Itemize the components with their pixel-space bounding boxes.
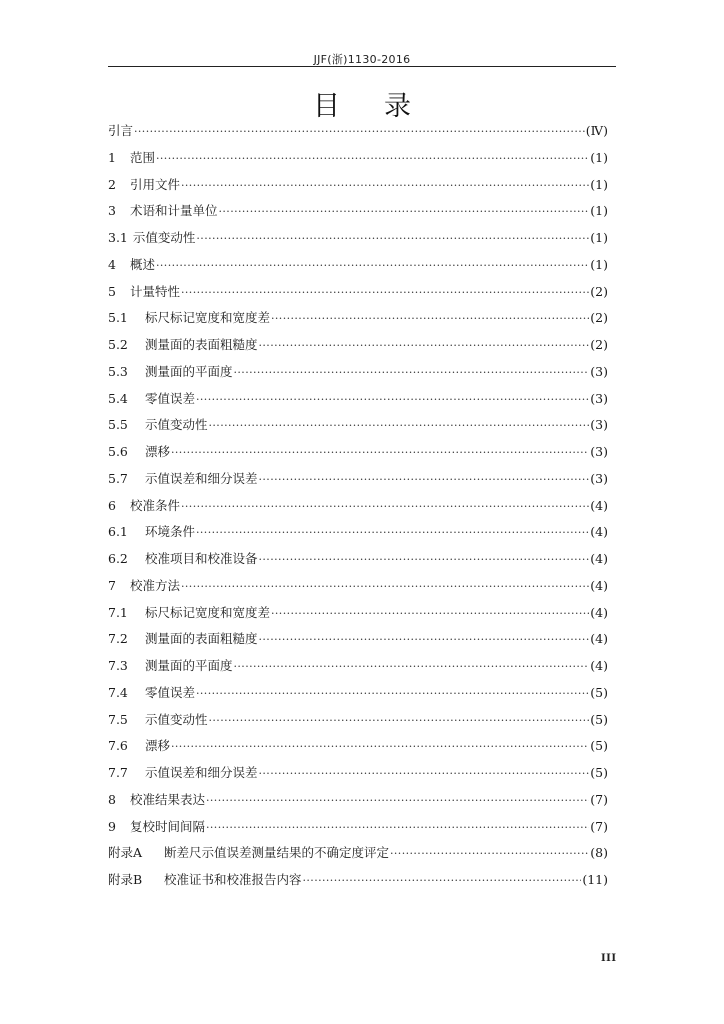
toc-entry-number: 5 [108, 283, 116, 299]
toc-entry[interactable] [108, 305, 608, 332]
toc-entry[interactable] [108, 814, 608, 841]
toc-entry-title: 示值误差和细分误差 [145, 765, 258, 780]
toc-entry-page: (4) [590, 658, 608, 673]
toc-entry-title: 校准证书和校准报告内容 [164, 872, 302, 887]
toc-entry[interactable] [108, 519, 608, 546]
toc-leader-dots [181, 494, 589, 521]
toc-entry[interactable] [108, 439, 608, 466]
toc-entry-page: (4) [590, 604, 608, 620]
toc-entry[interactable] [108, 653, 608, 680]
toc-entry-title: 零值误差 [145, 390, 196, 406]
toc-entry-page: (7) [590, 818, 608, 834]
toc-entry[interactable] [108, 626, 608, 653]
toc-leader-dots [181, 173, 589, 200]
toc-entry[interactable] [108, 412, 608, 439]
toc-entry-title: 环境条件 [145, 524, 196, 540]
toc-title: 目录 [313, 91, 455, 122]
toc-entry-page: (4) [590, 524, 608, 540]
toc-entry-number: 7.1 [108, 604, 128, 620]
toc-entry-page: (4) [590, 497, 608, 513]
toc-entry-title: 计量特性 [130, 283, 181, 299]
toc-entry[interactable] [108, 867, 608, 894]
toc-entry-number: 9 [108, 818, 116, 834]
toc-entry[interactable] [108, 600, 608, 627]
toc-entry-number: 3 [108, 203, 116, 219]
toc-entry-number: 5.2 [108, 337, 128, 352]
toc-entry[interactable] [108, 546, 608, 573]
toc-leader-dots [271, 601, 589, 628]
toc-entry-page: (4) [590, 631, 608, 647]
toc-leader-dots [181, 574, 589, 601]
toc-entry[interactable] [108, 573, 608, 600]
toc-entry[interactable] [108, 252, 608, 279]
toc-leader-dots [196, 387, 589, 414]
toc-leader-dots [259, 333, 590, 360]
toc-leader-dots [209, 708, 590, 735]
toc-entry[interactable] [108, 198, 608, 225]
toc-entry-title: 术语和计量单位 [130, 203, 218, 219]
toc-entry-number: 5.7 [108, 470, 128, 486]
toc-entry-page: (2) [590, 283, 608, 299]
header-rule [108, 66, 616, 67]
toc-entry-page: (5) [590, 738, 608, 754]
toc-entry-number: 附录A [108, 845, 143, 861]
toc-entry-number: 7.4 [108, 684, 128, 700]
toc-leader-dots [234, 654, 590, 681]
toc-leader-dots [234, 360, 590, 387]
toc-entry-number: 5.3 [108, 363, 128, 379]
toc-entry-page: (2) [590, 310, 608, 326]
toc-leader-dots [271, 306, 589, 333]
toc-entry[interactable] [108, 279, 608, 306]
toc-entry-title: 漂移 [145, 444, 171, 459]
toc-leader-dots [181, 280, 589, 307]
toc-leader-dots [259, 547, 590, 574]
toc-entry-number: 8 [108, 791, 116, 807]
toc-leader-dots [259, 761, 590, 788]
toc-leader-dots [196, 520, 589, 547]
toc-entry-page: (7) [590, 791, 608, 807]
toc-entry-number: 5.4 [108, 390, 128, 406]
toc-entry-number: 7.2 [108, 631, 128, 647]
toc-entry-title: 示值变动性 [132, 230, 196, 245]
toc-leader-dots [206, 815, 589, 842]
toc-entry-page: (1) [590, 256, 608, 272]
toc-entry-title: 示值误差和细分误差 [145, 470, 258, 486]
toc-entry[interactable] [108, 787, 608, 814]
toc-leader-dots [206, 788, 589, 815]
toc-entry[interactable] [108, 733, 608, 760]
toc-entry-page: (1) [590, 176, 608, 192]
toc-entry[interactable] [108, 172, 608, 199]
toc-entry-number: 6 [108, 497, 116, 513]
toc-entry-title: 校准方法 [130, 577, 181, 593]
toc-entry-page: (3) [590, 363, 608, 379]
toc-entry-title: 校准结果表达 [130, 791, 206, 807]
toc-entry-page: (3) [590, 417, 608, 433]
toc-entry-number: 5.5 [108, 417, 128, 433]
toc-entry-page: (Ⅳ) [585, 123, 608, 138]
toc-entry-title: 概述 [130, 256, 156, 272]
toc-entry-page: (5) [590, 684, 608, 700]
toc-entry[interactable] [108, 840, 608, 867]
toc-entry-page: (1) [590, 149, 608, 165]
toc-leader-dots [219, 199, 590, 226]
toc-leader-dots [196, 226, 589, 253]
toc-entry-page: (11) [582, 872, 608, 887]
toc-entry-page: (4) [590, 551, 608, 566]
toc-entry[interactable] [108, 760, 608, 787]
toc-entry[interactable] [108, 145, 608, 172]
toc-entry-title: 示值变动性 [145, 417, 208, 433]
toc-leader-dots [209, 413, 590, 440]
toc-entry-page: (5) [590, 711, 608, 727]
toc-entry[interactable] [108, 707, 608, 734]
toc-leader-dots [171, 440, 589, 467]
toc-entry-number: 1 [108, 149, 116, 165]
toc-leader-dots [134, 119, 585, 146]
toc-entry-title: 复校时间间隔 [130, 818, 206, 834]
toc-entry-page: (2) [590, 337, 608, 352]
toc-entry-number: 附录B [108, 872, 143, 887]
toc-entry[interactable] [108, 118, 608, 145]
toc-entry-title: 零值误差 [145, 684, 196, 700]
toc-entry-title: 漂移 [145, 738, 171, 754]
toc-entry-page: (1) [590, 203, 608, 219]
toc-entry-number: 7.3 [108, 658, 128, 673]
standard-code-header: JJF(浙)1130-2016 [313, 53, 411, 66]
toc-entry-number: 7.7 [108, 765, 128, 780]
toc-entry[interactable] [108, 225, 608, 252]
toc-leader-dots [303, 868, 582, 895]
toc-entry-page: (3) [590, 444, 608, 459]
toc-entry-title: 校准条件 [130, 497, 181, 513]
toc-leader-dots [390, 841, 589, 868]
table-of-contents [108, 118, 608, 894]
toc-entry-title: 标尺标记宽度和宽度差 [145, 604, 271, 620]
toc-entry-title: 示值变动性 [145, 711, 208, 727]
toc-entry[interactable] [108, 680, 608, 707]
toc-entry[interactable] [108, 466, 608, 493]
toc-entry-title: 引用文件 [130, 176, 181, 192]
toc-entry-number: 7.6 [108, 738, 128, 754]
toc-entry-page: (1) [590, 230, 608, 245]
toc-entry[interactable] [108, 332, 608, 359]
toc-entry-page: (3) [590, 470, 608, 486]
toc-leader-dots [156, 253, 589, 280]
toc-entry-number: 3.1 [108, 230, 128, 245]
toc-leader-dots [156, 146, 589, 173]
toc-entry-number: 2 [108, 176, 116, 192]
toc-entry-number: 6.2 [108, 551, 128, 566]
toc-entry-title: 断差尺示值误差测量结果的不确定度评定 [164, 845, 390, 861]
toc-leader-dots [259, 467, 590, 494]
toc-entry-page: (5) [590, 765, 608, 780]
toc-entry-page: (8) [590, 845, 608, 861]
toc-entry-number: 5.6 [108, 444, 128, 459]
toc-entry[interactable] [108, 359, 608, 386]
toc-entry-title: 测量面的表面粗糙度 [145, 631, 258, 647]
toc-entry-title: 校准项目和校准设备 [145, 551, 258, 566]
toc-entry-title: 标尺标记宽度和宽度差 [145, 310, 271, 326]
toc-entry-title: 引言 [108, 123, 134, 138]
toc-entry[interactable] [108, 386, 608, 413]
page-number: III [601, 953, 617, 964]
toc-leader-dots [196, 681, 589, 708]
toc-entry-number: 5.1 [108, 310, 128, 326]
toc-leader-dots [259, 627, 590, 654]
toc-entry[interactable] [108, 493, 608, 520]
toc-entry-number: 7.5 [108, 711, 128, 727]
toc-entry-page: (3) [590, 390, 608, 406]
toc-entry-title: 测量面的平面度 [145, 658, 233, 673]
toc-leader-dots [171, 734, 589, 761]
toc-entry-title: 测量面的表面粗糙度 [145, 337, 258, 352]
toc-entry-number: 7 [108, 577, 116, 593]
toc-entry-page: (4) [590, 577, 608, 593]
toc-entry-title: 测量面的平面度 [145, 363, 233, 379]
toc-entry-title: 范围 [130, 149, 156, 165]
toc-entry-number: 4 [108, 256, 116, 272]
toc-entry-number: 6.1 [108, 524, 128, 540]
